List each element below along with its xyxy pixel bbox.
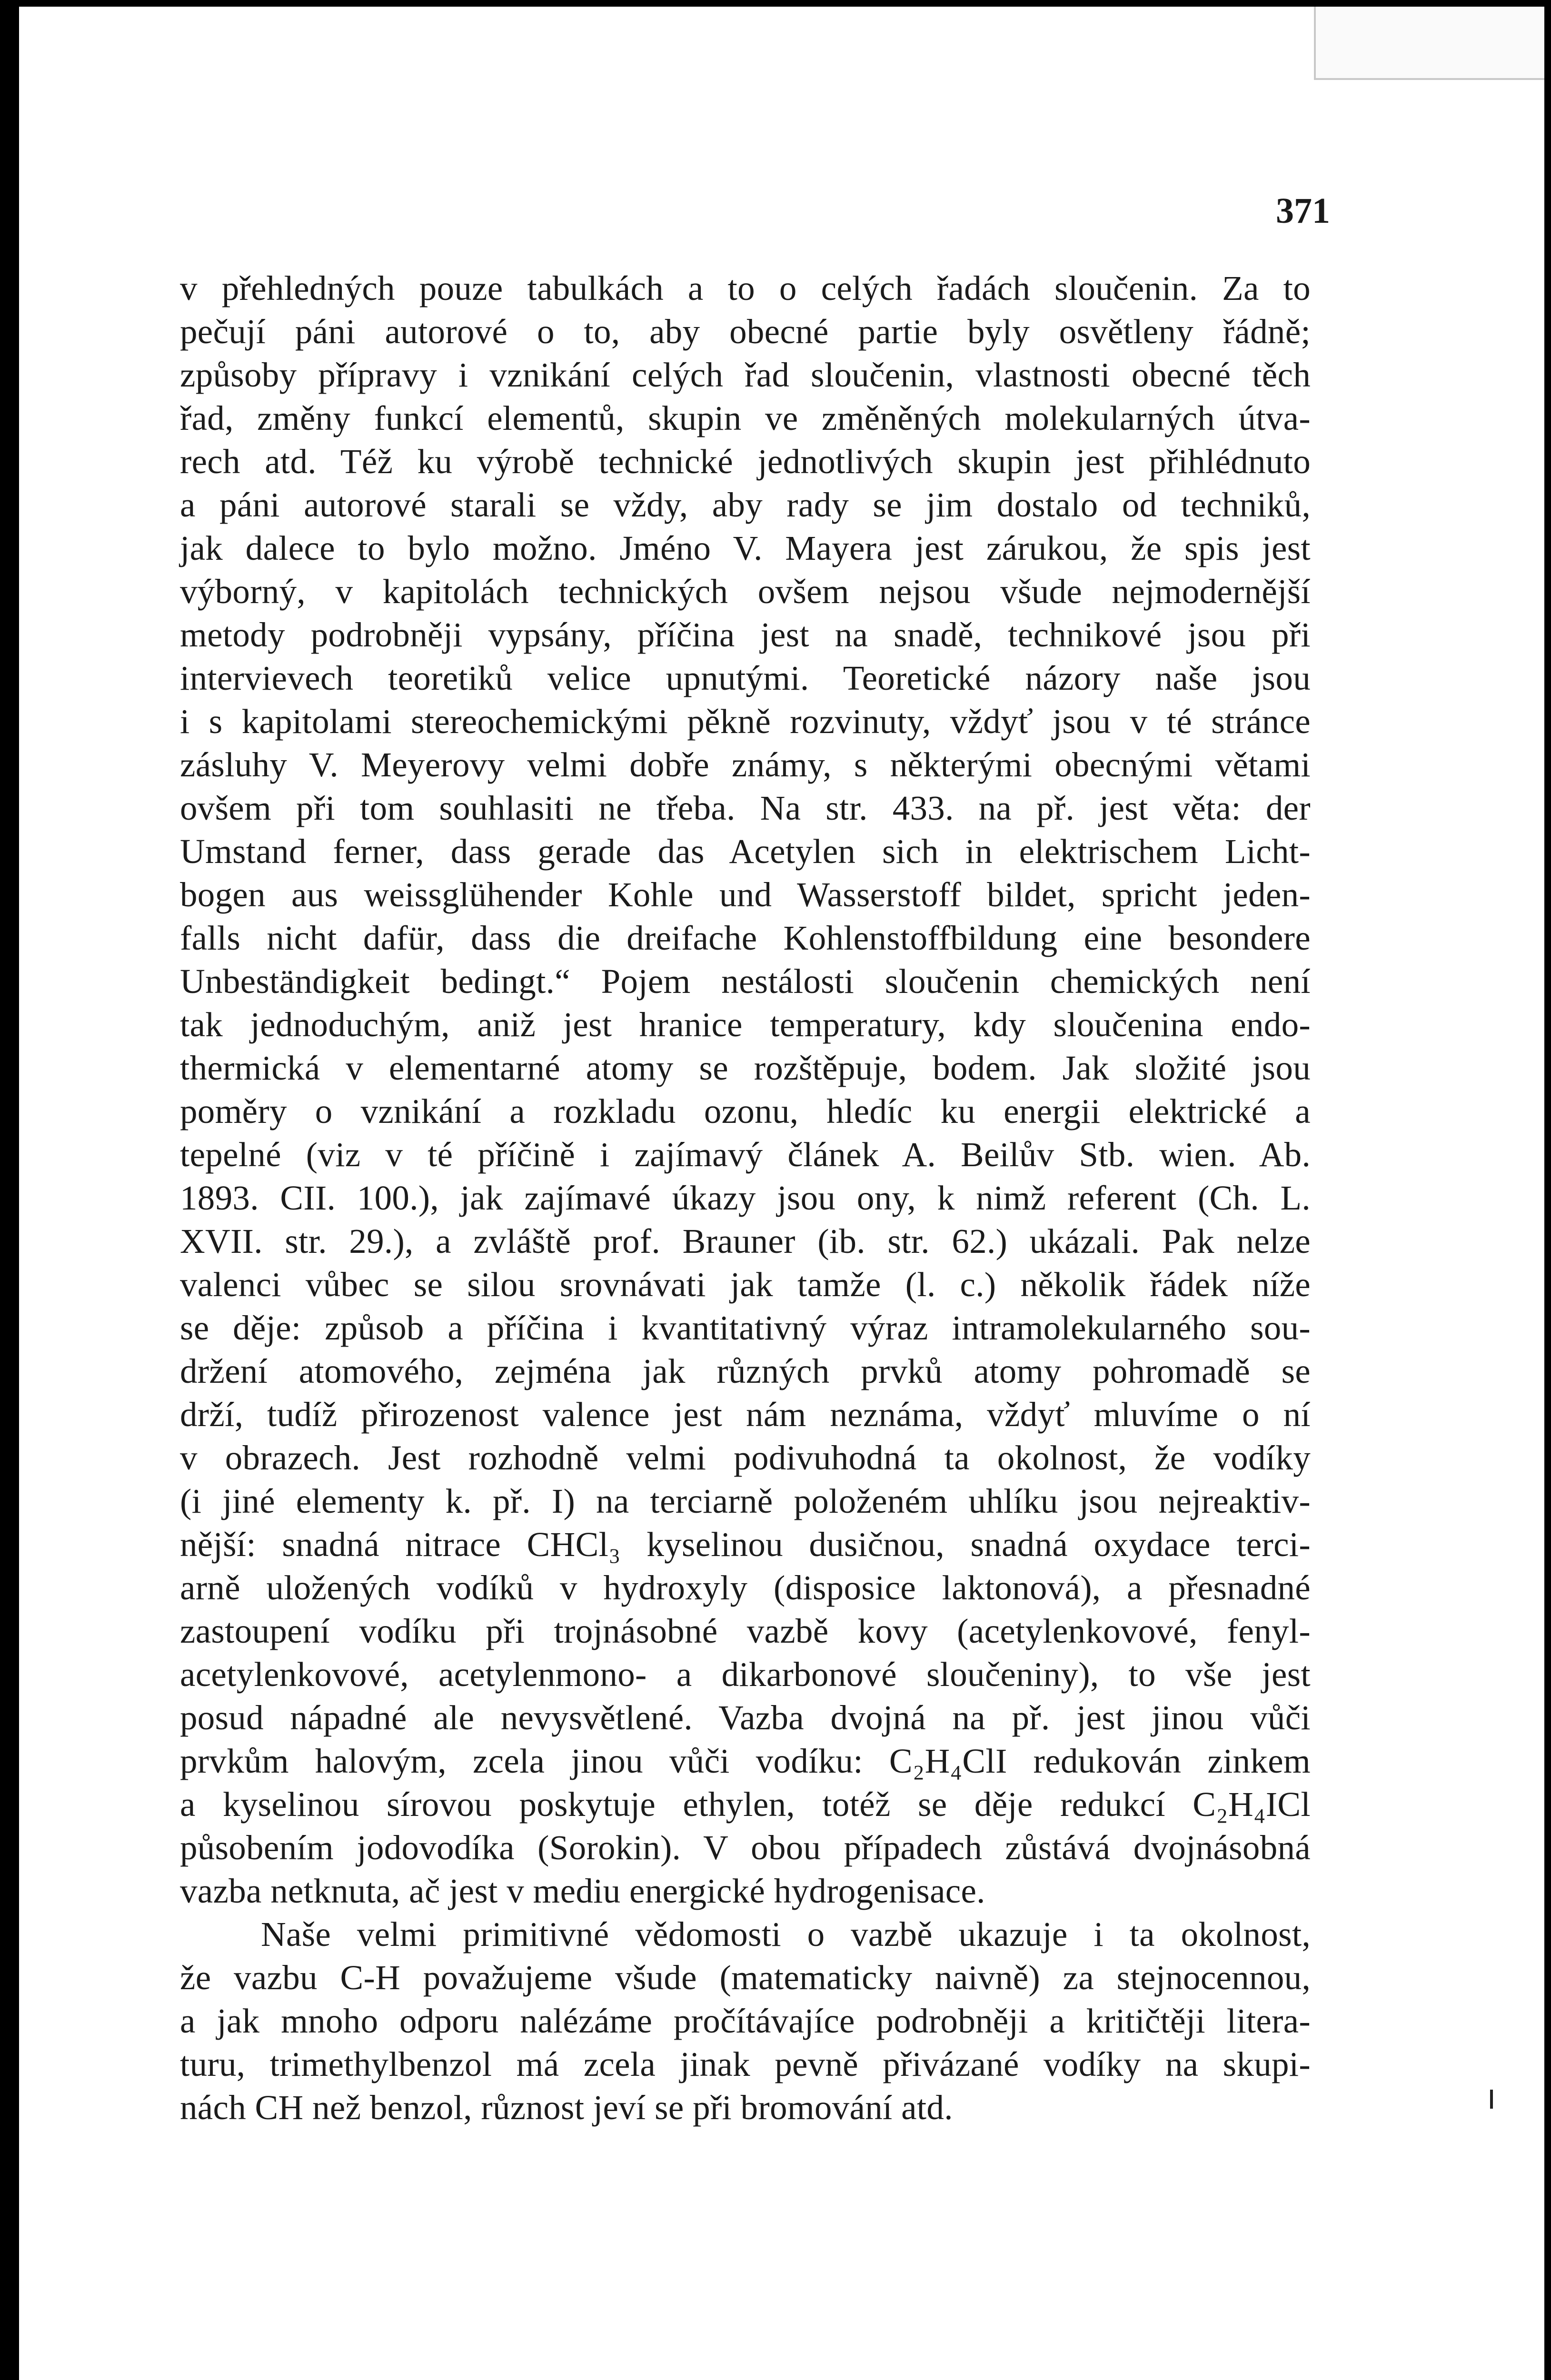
text-line: intervievech teoretiků velice upnutými. Teoretické názory naše jsou bbox=[180, 659, 1311, 697]
page-corner-mark bbox=[1314, 7, 1544, 80]
text-line-paragraph-end: nách CH než benzol, různost jeví se při bromování atd. bbox=[180, 2088, 953, 2127]
text-line: XVII. str. 29.), a zvláště prof. Brauner (ib. str. 62.) ukázali. Pak nelze bbox=[180, 1222, 1311, 1260]
text-line: arně uložených vodíků v hydroxyly (disposice laktonová), a přesnadné bbox=[180, 1568, 1311, 1607]
text-line: a jak mnoho odporu nalézáme pročítávajíce podrobněji a kritičtěji litera- bbox=[180, 2002, 1311, 2040]
text-line: působením jodovodíka (Sorokin). V obou případech zůstává dvojnásobná bbox=[180, 1828, 1311, 1867]
page-number: 371 bbox=[1276, 191, 1330, 231]
text-line: falls nicht dafür, dass die dreifache Kohlenstoffbildung eine besondere bbox=[180, 919, 1311, 957]
text-line: tepelné (viz v té příčině i zajímavý článek A. Beilův Stb. wien. Ab. bbox=[180, 1135, 1311, 1174]
text-line: valenci vůbec se silou srovnávati jak tamže (l. c.) několik řádek níže bbox=[180, 1265, 1311, 1304]
text-line: i s kapitolami stereochemickými pěkně rozvinuty, vždyť jsou v té stránce bbox=[180, 702, 1311, 741]
text-line: že vazbu C-H považujeme všude (matematicky naivně) za stejnocennou, bbox=[180, 1958, 1311, 1997]
text-line: a kyselinou sírovou poskytuje ethylen, totéž se děje redukcí C₂H₄ICl bbox=[180, 1785, 1311, 1824]
text-line: v obrazech. Jest rozhodně velmi podivuhodná ta okolnost, že vodíky bbox=[180, 1438, 1311, 1477]
body-text bbox=[180, 267, 1311, 2171]
text-line: (i jiné elementy k. př. I) na terciarně položeném uhlíku jsou nejreaktiv- bbox=[180, 1482, 1311, 1520]
text-line: poměry o vznikání a rozkladu ozonu, hledíc ku energii elektrické a bbox=[180, 1092, 1311, 1130]
text-line: 1893. CII. 100.), jak zajímavé úkazy jsou ony, k nimž referent (Ch. L. bbox=[180, 1179, 1311, 1217]
text-line: výborný, v kapitolách technických ovšem nejsou všude nejmodernější bbox=[180, 572, 1311, 611]
text-line: řad, změny funkcí elementů, skupin ve změněných molekularných útva- bbox=[180, 399, 1311, 437]
text-line: způsoby přípravy i vznikání celých řad sloučenin, vlastnosti obecné těch bbox=[180, 356, 1311, 394]
text-line: drží, tudíž přirozenost valence jest nám neznáma, vždyť mluvíme o ní bbox=[180, 1395, 1311, 1434]
margin-mark bbox=[1490, 2090, 1493, 2109]
text-line: pečují páni autorové o to, aby obecné partie byly osvětleny řádně; bbox=[180, 312, 1311, 351]
scan-border-right bbox=[1544, 0, 1551, 2380]
text-line: se děje: způsob a příčina i kvantitativný výraz intramolekularného sou- bbox=[180, 1309, 1311, 1347]
text-line: prvkům halovým, zcela jinou vůči vodíku: C₂H₄ClI redukován zinkem bbox=[180, 1742, 1311, 1780]
text-line: posud nápadné ale nevysvětlené. Vazba dvojná na př. jest jinou vůči bbox=[180, 1698, 1311, 1737]
scan-border-top bbox=[0, 0, 1551, 7]
text-line: a páni autorové starali se vždy, aby rady se jim dostalo od techniků, bbox=[180, 486, 1311, 524]
text-line: ovšem při tom souhlasiti ne třeba. Na str. 433. na př. jest věta: der bbox=[180, 789, 1311, 827]
text-line-paragraph-start: Naše velmi primitivné vědomosti o vazbě ukazuje i ta okolnost, bbox=[261, 1915, 1311, 1954]
text-line: nější: snadná nitrace CHCl₃ kyselinou dusičnou, snadná oxydace terci- bbox=[180, 1525, 1311, 1564]
text-line: Unbeständigkeit bedingt.“ Pojem nestálosti sloučenin chemických není bbox=[180, 962, 1311, 1001]
text-line: turu, trimethylbenzol má zcela jinak pevně přivázané vodíky na skupi- bbox=[180, 2045, 1311, 2083]
text-line: tak jednoduchým, aniž jest hranice temperatury, kdy sloučenina endo- bbox=[180, 1005, 1311, 1044]
text-line: zásluhy V. Meyerovy velmi dobře známy, s některými obecnými větami bbox=[180, 745, 1311, 784]
text-line-paragraph-end: vazba netknuta, ač jest v mediu energické hydrogenisace. bbox=[180, 1872, 985, 1910]
text-line: metody podrobněji vypsány, příčina jest na snadě, technikové jsou při bbox=[180, 615, 1311, 654]
text-line: thermická v elementarné atomy se rozštěpuje, bodem. Jak složité jsou bbox=[180, 1049, 1311, 1087]
scan-border-left bbox=[0, 0, 19, 2380]
text-line: v přehledných pouze tabulkách a to o celých řadách sloučenin. Za to bbox=[180, 269, 1311, 307]
text-line: acetylenkovové, acetylenmono- a dikarbonové sloučeniny), to vše jest bbox=[180, 1655, 1311, 1694]
text-line: zastoupení vodíku při trojnásobné vazbě kovy (acetylenkovové, fenyl- bbox=[180, 1612, 1311, 1650]
text-line: bogen aus weissglühender Kohle und Wasserstoff bildet, spricht jeden- bbox=[180, 875, 1311, 914]
text-line: rech atd. Též ku výrobě technické jednotlivých skupin jest přihlédnuto bbox=[180, 442, 1311, 481]
text-line: jak dalece to bylo možno. Jméno V. Mayera jest zárukou, že spis jest bbox=[180, 529, 1311, 567]
text-line: držení atomového, zejména jak různých prvků atomy pohromadě se bbox=[180, 1352, 1311, 1390]
text-line: Umstand ferner, dass gerade das Acetylen sich in elektrischem Licht- bbox=[180, 832, 1311, 871]
